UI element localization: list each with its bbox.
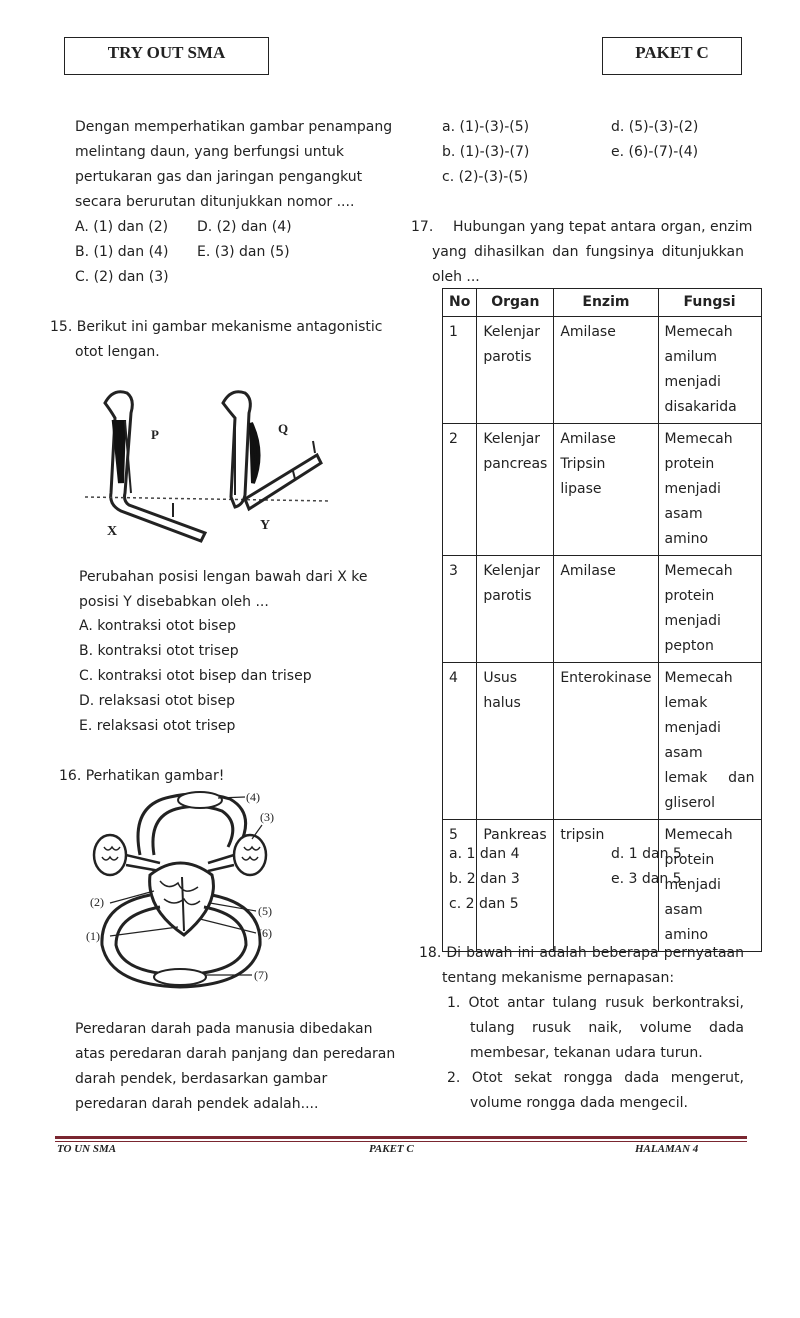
line: Tripsin [560, 456, 606, 472]
line: parotis [483, 349, 532, 365]
q16-title: 16. Perhatikan gambar! [59, 768, 225, 784]
circ-label-5: (5) [258, 904, 272, 918]
line: Amilase [560, 324, 616, 340]
line: parotis [483, 588, 532, 604]
q17-header-no: No [443, 289, 477, 317]
q16-option-d: d. (5)-(3)-(2) [611, 119, 699, 135]
q16-option-e: e. (6)-(7)-(4) [611, 144, 699, 160]
line: lipase [560, 481, 602, 497]
q18-item1-line-2: tulang rusuk naik, volume dada [470, 1020, 744, 1036]
line: Kelenjar [483, 563, 541, 579]
q14-line-2: melintang daun, yang berfungsi untuk [75, 144, 345, 160]
q18-item1-line-1: 1. Otot antar tulang rusuk berkontraksi, [447, 995, 744, 1011]
q17-row-enzim [554, 663, 658, 820]
line: lemak dan [664, 770, 755, 786]
line: protein [664, 456, 715, 472]
q17-option-a: a. 1 dan 4 [449, 846, 520, 862]
circ-label-1: (1) [86, 929, 100, 943]
q16-line-4: peredaran darah pendek adalah.... [75, 1096, 319, 1112]
q16-option-a: a. (1)-(3)-(5) [442, 119, 530, 135]
fig-label-x: X [107, 524, 118, 539]
line: Kelenjar [483, 431, 541, 447]
line: menjadi asam [664, 481, 721, 522]
circulation-figure [80, 785, 300, 995]
line: halus [483, 695, 521, 711]
q17-row-organ [477, 424, 554, 556]
q15-option-d: D. relaksasi otot bisep [79, 693, 235, 709]
q17-row-enzim [554, 424, 658, 556]
q16-option-b: b. (1)-(3)-(7) [442, 144, 530, 160]
q17-row-organ [477, 317, 554, 424]
fig-label-y: Y [260, 518, 271, 533]
line: menjadi [664, 374, 721, 390]
q15-option-c: C. kontraksi otot bisep dan trisep [79, 668, 312, 684]
line: amino [664, 531, 709, 547]
q17-line-1: Hubungan yang tepat antara organ, enzim [453, 219, 753, 235]
q17-row-fungsi [658, 556, 761, 663]
q17-row-1 [443, 317, 762, 424]
q16-line-3: darah pendek, berdasarkan gambar [75, 1071, 328, 1087]
q15-option-e: E. relaksasi otot trisep [79, 718, 236, 734]
q17-row-no: 3 [443, 556, 477, 663]
q17-option-e: e. 3 dan 5 [611, 871, 682, 887]
q14-option-d: D. (2) dan (4) [197, 219, 292, 235]
line: protein [664, 852, 715, 868]
line: Kelenjar [483, 324, 541, 340]
q17-row-4 [443, 663, 762, 820]
q16-line-2: atas peredaran darah panjang dan peredaran [75, 1046, 396, 1062]
q17-row-fungsi [658, 317, 761, 424]
q18-line-2: tentang mekanisme pernapasan: [442, 970, 675, 986]
q16-option-c: c. (2)-(3)-(5) [442, 169, 529, 185]
q17-row-no: 1 [443, 317, 477, 424]
line: Memecah [664, 563, 733, 579]
line: Enterokinase [560, 670, 652, 686]
fig-label-p: P [151, 427, 159, 442]
q17-row-no: 4 [443, 663, 477, 820]
circ-label-4: (4) [246, 790, 260, 804]
q17-row-no: 5 [443, 820, 477, 952]
arm-muscle-figure [85, 383, 330, 543]
line: menjadi asam [664, 877, 721, 918]
line: Memecah [664, 324, 733, 340]
q15-line-1: 15. Berikut ini gambar mekanisme antagonistic [50, 319, 383, 335]
q17-option-c: c. 2 dan 5 [449, 896, 519, 912]
line: amilum [664, 349, 718, 365]
circ-label-6: (6) [258, 926, 272, 940]
q18-line-1: 18. Di bawah ini adalah beberapa pernyataan [419, 945, 744, 961]
fig-label-q: Q [278, 421, 289, 436]
q17-row-no: 2 [443, 424, 477, 556]
header-left-box: TRY OUT SMA [64, 37, 269, 75]
line: gliserol [664, 795, 716, 811]
circ-label-2: (2) [90, 895, 104, 909]
header-right-box: PAKET C [602, 37, 742, 75]
q15-option-b: B. kontraksi otot trisep [79, 643, 239, 659]
q15-option-a: A. kontraksi otot bisep [79, 618, 236, 634]
q15-line-2: otot lengan. [75, 344, 160, 360]
q16-line-1: Peredaran darah pada manusia dibedakan [75, 1021, 373, 1037]
footer-rule-thick [55, 1136, 747, 1139]
footer-right: HALAMAN 4 [635, 1143, 699, 1155]
q17-line-3: oleh ... [432, 269, 480, 285]
line: Amilase [560, 563, 616, 579]
line: amino [664, 927, 709, 943]
q14-line-4: secara berurutan ditunjukkan nomor .... [75, 194, 355, 210]
q14-line-1: Dengan memperhatikan gambar penampang [75, 119, 393, 135]
q17-option-d: d. 1 dan 5 [611, 846, 682, 862]
line: lemak [664, 695, 708, 711]
line: Amilase [560, 431, 616, 447]
q17-row-organ [477, 556, 554, 663]
q15-stem-2: posisi Y disebabkan oleh ... [79, 594, 269, 610]
line: Memecah [664, 827, 733, 843]
q14-option-c: C. (2) dan (3) [75, 269, 169, 285]
line: menjadi asam [664, 720, 721, 761]
q17-header-fungsi: Fungsi [658, 289, 761, 317]
q17-number: 17. [411, 219, 434, 235]
q17-line-2: yang dihasilkan dan fungsinya ditunjukkan [432, 244, 744, 260]
q17-row-organ [477, 663, 554, 820]
footer-center: PAKET C [369, 1143, 414, 1155]
line: Memecah [664, 431, 733, 447]
line: tripsin [560, 827, 605, 843]
line: pepton [664, 638, 714, 654]
line: Usus [483, 670, 518, 686]
circ-label-7: (7) [254, 968, 268, 982]
q18-item2-line-2: volume rongga dada mengecil. [470, 1095, 688, 1111]
q15-stem-1: Perubahan posisi lengan bawah dari X ke [79, 569, 368, 585]
q17-row-enzim [554, 556, 658, 663]
circ-label-3: (3) [260, 810, 274, 824]
q17-option-b: b. 2 dan 3 [449, 871, 520, 887]
q17-row-enzim [554, 317, 658, 424]
q17-row-3 [443, 556, 762, 663]
q14-line-3: pertukaran gas dan jaringan pengangkut [75, 169, 363, 185]
q17-header-enzim: Enzim [554, 289, 658, 317]
footer-left: TO UN SMA [57, 1143, 117, 1155]
line: disakarida [664, 399, 737, 415]
footer-rule-thin [55, 1141, 747, 1142]
q14-option-a: A. (1) dan (2) [75, 219, 169, 235]
line: Pankreas [483, 827, 547, 843]
q14-option-e: E. (3) dan (5) [197, 244, 290, 260]
q17-row-fungsi [658, 424, 761, 556]
line: menjadi [664, 613, 721, 629]
q17-row-2 [443, 424, 762, 556]
q14-option-b: B. (1) dan (4) [75, 244, 169, 260]
line: protein [664, 588, 715, 604]
line: Memecah [664, 670, 733, 686]
q18-item1-line-3: membesar, tekanan udara turun. [470, 1045, 703, 1061]
line: pancreas [483, 456, 548, 472]
q17-row-fungsi [658, 663, 761, 820]
q18-item2-line-1: 2. Otot sekat rongga dada mengerut, [447, 1070, 744, 1086]
q17-header-organ: Organ [477, 289, 554, 317]
